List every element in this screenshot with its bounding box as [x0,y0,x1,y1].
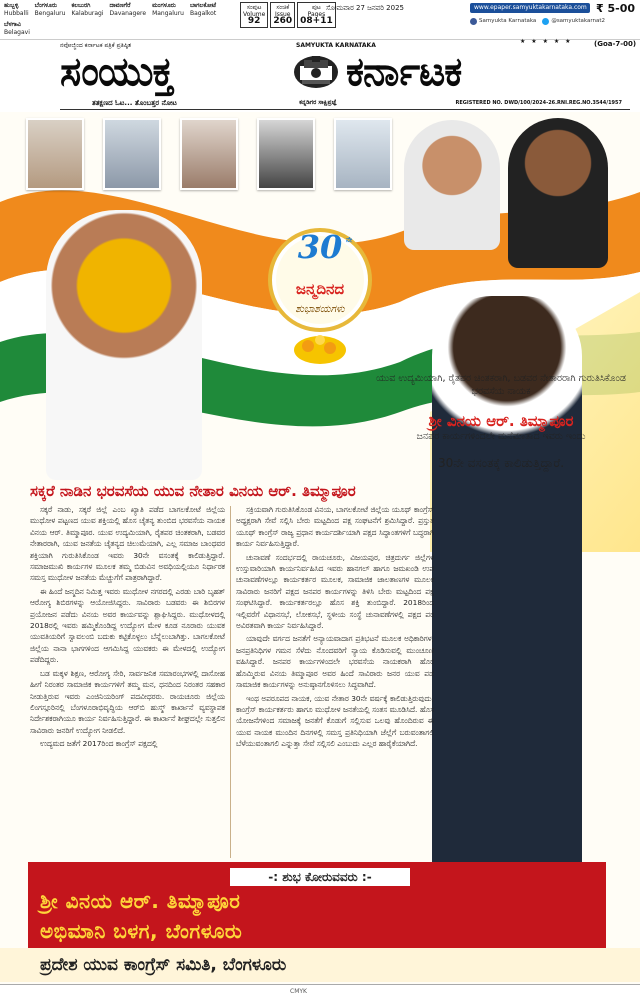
edition-list [4,2,236,38]
leader-photo-1 [26,118,84,190]
emblem-caption: ಕನ್ನಡಿಗರ ಸಾಕ್ಷಿಪ್ರಜ್ಞೆ [299,99,337,106]
column-divider [230,506,231,858]
top-tagline: ನವೋಜ್ಜಿಂದ ಕರ್ನಾಟಕ ಪತ್ರಿಕೆ ಪ್ರತಿಷ್ಠಿತ [60,42,132,49]
issue-box: ಸಂಚಿಕೆ Issue 260 [270,2,295,28]
registration-number: REGISTERED NO. DWD/100/2024-26.RNI.REG.NO.3544/1957 [455,100,622,106]
cmyk-mark: CMYK [290,988,307,995]
article-headline: ಸಕ್ಕರೆ ನಾಡಿನ ಭರವಸೆಯ ಯುವ ನೇತಾರ ವಿನಯ ಆರ್. ತಿಮ್ಮಾಪೂರ [30,482,356,500]
edition-item: ಬೆಳಗಾವಿ Belagavi [4,20,30,36]
facebook-link[interactable]: Samyukta Karnataka [470,16,536,26]
article-column-2 [236,504,434,862]
leader-photo-large-right [508,118,608,268]
paragraph: ಸಕ್ಕರೆ ನಾಡು, ಸಕ್ಕರೆ ಜಿಲ್ಲೆ ಎಂಬ ಖ್ಯಾತಿ ಪಡೆದ ಬಾಗಲಕೋಟೆ ಜಿಲ್ಲೆಯ ಮುಧೋಳ ಪಟ್ಟಣದ ಯುವ ಶಕ್ತಿಯಲ್ಲಿ ಹೊಸ ಚೈತನ್ಯ ತುಂಬಿದ ಭರವಸೆಯ ನಾಯಕ ವಿನಯ ಆರ್. ತಿಮ್ಮಾಪೂರ. ಯುವ ಉದ್ಯಮಿಯಾಗಿ, ರೈತಪರ ಚಿಂತಕರಾಗಿ, ಬಡವರ ನೇತಾರರಾಗಿ, ಯುವ ಜನತೆಯ ಚೈತನ್ಯದ ಚಿಲುಮೆಯಾಗಿ, ಎಲ್ಲ ಸಮಾಜ ಬಾಂಧವರ ಶಕ್ತಿಯಾಗಿ ಗುರುತಿಸಿಕೊಂಡ ಇವರು 30ನೇ ವಸಂತಕ್ಕೆ ಕಾಲಿಡುತ್ತಿದ್ದಾರೆ. ಸಮಾಜಮುಖಿ ಕಾರ್ಯಗಳ ಮೂಲಕ ತಮ್ಮ ಬಿಡುವಿನ ಅವಧಿಯಲ್ಲಿಯೂ ನಿರ್ಧಾರಕ ಸಮಸ್ತ ಮುಧೋಳ ಜನತೆಯ ಮೆಚ್ಚುಗೆಗೆ ಪಾತ್ರರಾಗಿದ್ದಾರೆ. [30,505,225,583]
greetings-label: -: ಶುಭ ಕೋರುವವರು :- [230,868,410,886]
issue-date: ಸೋಮವಾರ 27 ಜನವರಿ 2025 [326,4,404,12]
edition-code: (Goa-7-00) [594,40,637,48]
twitter-icon [542,18,549,25]
leader-photo-4 [257,118,315,190]
edition-item: ಮಂಗಳೂರು Mangaluru [152,2,184,17]
intro-text-3: 30ನೇ ವಸಂತಕ್ಕೆ ಕಾಲಿಡುತ್ತಿದ್ದಾರೆ. [437,456,565,470]
paragraph: ಸಕ್ರಿಯವಾಗಿ ಗುರುತಿಸಿಕೊಂಡ ವಿನಯ, ಬಾಗಲಕೋಟೆ ಜಿಲ್ಲೆಯ ಯೂಥ್ ಕಾಂಗ್ರೆಸ್ ಅಧ್ಯಕ್ಷರಾಗಿ ಸೇವೆ ಸಲ್ಲಿಸಿ ಬೇರು ಮಟ್ಟದಿಂದ ಪಕ್ಷ ಸಂಘಟನೆಗೆ ಶ್ರಮಿಸಿದ್ದಾರೆ. ಪ್ರಸ್ತುತ ಯೂಥ್ ಕಾಂಗ್ರೆಸ್ ರಾಜ್ಯ ಪ್ರಧಾನ ಕಾರ್ಯದರ್ಶಿಯಾಗಿ ಪಕ್ಷದ ಸಿದ್ಧಾಂತಗಳಿಗೆ ಬದ್ಧರಾಗಿ ಕಾರ್ಯ ನಿರ್ವಹಿಸುತ್ತಿದ್ದಾರೆ. [236,505,434,549]
masthead-slogan: ತತಕ್ಷಣದ ಓಟ... ತೊಂಬತ್ತರ ನೋಟ [92,99,177,107]
leader-photo-3 [180,118,238,190]
article-column-1 [30,504,225,862]
website-link[interactable]: www.epaper.samyuktakarnataka.com [470,3,590,13]
masthead-divider [60,109,630,110]
volume-issue-box [240,2,333,28]
edition-item: ಬೆಂಗಳೂರು Bengaluru [34,2,66,17]
intro-text: ಯುವ ಉದ್ಯಮಿಯಾಗಿ, ರೈತಪರ ಚಿಂತಕರಾಗಿ, ಬಡವರ ನೇತಾರರಾಗಿ ಗುರುತಿಸಿಕೊಂಡ ಭರವಸೆಯ ನಾಯಕ [376,373,626,397]
bottom-organization: ಪ್ರದೇಶ ಯುವ ಕಾಂಗ್ರೆಸ್ ಸಮಿತಿ, ಬೆಂಗಳೂರು [40,955,287,975]
birthday-subtitle: ಶುಭಾಶಯಗಳು [295,304,345,315]
stars-decoration: ★ ★ ★ ★ ★ [520,38,573,45]
birthday-number: 30 [297,228,343,266]
birthday-ordinal: ನೇ [346,236,353,244]
paragraph: ಉದ್ಯಮದ ಜತೆಗೆ 2017ರಿಂದ ಕಾಂಗ್ರೆಸ್ ಪಕ್ಷದಲ್ಲಿ [40,739,158,749]
leader-photo-5 [334,118,392,190]
edition-item: ಹುಬ್ಬಳ್ಳಿ Hubballi [4,2,29,17]
edition-item: ಕಲಬುರಗಿ Kalaburagi [71,2,104,17]
intro-text-2: ಜನಪರ ಕಾರ್ಯಗಳಿಂದಲೇ ಮನೆಮಾತಾದ ಇವರು ಇಂದು [416,431,586,442]
greeter-group: ಅಭಿಮಾನಿ ಬಳಗ, ಬೆಂಗಳೂರು [40,919,243,943]
masthead-title-right: ಕರ್ನಾಟಕ [346,48,462,95]
leader-photo-2 [103,118,161,190]
newspaper-emblem-icon [290,52,342,92]
masthead-title-left: ಸಂಯುಕ್ತ [60,48,173,95]
elder-leader-photo [46,210,202,480]
print-marks-strip [0,984,640,1002]
volume-box: ಸಂಪುಟ Volume 92 [240,2,268,28]
greeter-name: ಶ್ರೀ ವಿನಯ ಆರ್. ತಿಮ್ಮಾಪೂರ [40,889,241,913]
intro-name: ಶ್ರೀ ವಿನಯ ಆರ್. ತಿಮ್ಮಾಪೂರ [428,412,574,430]
facebook-icon [470,18,477,25]
paragraph: ಯಾವುದೇ ವರ್ಗದ ಜನತೆಗೆ ಅನ್ಯಾಯವಾದಾಗ ಪ್ರತಿಭಟನೆ ಮೂಲಕ ಅಧಿಕಾರಿಗಳ, ಜನಪ್ರತಿನಿಧಿಗಳ ಗಮನ ಸೆಳೆದು ನೊಂದವರಿಗೆ ನ್ಯಾಯ ಕೊಡಿಸುವಲ್ಲಿ ಮುಂಚೂಣಿ ವಹಿಸಿದ್ದಾರೆ. ಜನಪರ ಕಾರ್ಯಗಳಿಂದಲೇ ಭರವಸೆಯ ನಾಯಕರಾಗಿ ಹೊರ ಹೊಮ್ಮಿರುವ ವಿನಯ ತಿಮ್ಮಾಪೂರ ಅವರ ಹಿಂದೆ ಸಾವಿರಾರು ಜನರ ಯುವ ಪಡೆ ಸಾಮಾಜಿಕ ಕಾರ್ಯಗಳನ್ನು ಅನುಷ್ಠಾನಗೊಳಿಸಲು ಸಿದ್ಧವಾಗಿದೆ. [236,634,434,690]
social-links [470,16,630,26]
edition-item: ಬಾಗಲಕೋಟೆ Bagalkot [189,2,217,17]
paragraph: ಇಂಥ ಅಪರೂಪದ ನಾಯಕ, ಯುವ ನೇತಾರ 30ನೇ ವರ್ಷಕ್ಕೆ ಕಾಲಿಡುತ್ತಿರುವುದು, ಕಾಂಗ್ರೆಸ್ ಕಾರ್ಯಕರ್ತರು ಹಾಗೂ ಮುಧೋಳ ಜನತೆಯಲ್ಲಿ ಸಂತಸ ಮೂಡಿಸಿದೆ. ಹೊಸ ಯೋಜನೆಗಳಿಂದ ಸಮಾಜಕ್ಕೆ ಜನತೆಗೆ ಕೊಡುಗೆ ಸಲ್ಲಿಸುವ ಒಲವು ಹೊಂದಿರುವ ಈ ಯುವ ನಾಯಕ ಮುಂದಿನ ದಿನಗಳಲ್ಲಿ ಸಮಸ್ತ ಪ್ರತಿನಿಧಿಯಾಗಿ ಜೆಲ್ಲೆಗೆ ಬರುವಂತಾಗಲಿ ಬೆಳೆಯುವಂತಾಗಲಿ ಎನ್ನುತ್ತಾ ಸೇವೆ ಸಲ್ಲಿಸಲಿ ಎಂಬುದು ಎಲ್ಲರ ಹಾರೈಕೆಯಾಗಿದೆ. [236,693,434,749]
edition-item: ದಾವಣಗೆರೆ Davanagere [109,2,147,17]
price-label: ₹ 5-00 [596,2,636,15]
twitter-link[interactable]: @samyuktakarnat2 [542,16,605,26]
english-name: SAMYUKTA KARNATAKA [296,42,376,49]
paragraph: ಚುನಾವಣೆ ಸಂದರ್ಭದಲ್ಲಿ ರಾಯಚೂರು, ವಿಜಯಪುರ, ಚಿತ್ರದುರ್ಗ ಜಿಲ್ಲೆಗಳ ಉಸ್ತುವಾರಿಯಾಗಿ ಕಾರ್ಯನಿರ್ವಹಿಸಿದ ಇವರು ಹಾನಗಲ್ ಹಾಗೂ ಜಮಖಂಡಿ ಉಪ ಚುನಾವಣೆಗಳಲ್ಲೂ ಕಾರ್ಯಕರ್ತರ ಮೂಲಕ, ಸಾಮಾಜಿಕ ಜಾಲತಾಣಗಳ ಮೂಲಕ ಸಾವಿರಾರು ಜನರಿಗೆ ಪಕ್ಷದ ಜನಪರ ಕಾರ್ಯಗಳನ್ನು ತಿಳಿಸಿ ಬೇರು ಮಟ್ಟದಿಂದ ಪಕ್ಷ ಸಂಘಟಿಸಿದ್ದಾರೆ. ಕಾರ್ಯಕರ್ತರಲ್ಲೂ ಹೊಸ ಶಕ್ತಿ ತುಂಬಿದ್ದಾರೆ. 2018ರಿಂದ ಇಲ್ಲಿವರೆಗೆ ವಿಧಾನಸಭೆ, ಲೋಕಸಭೆ, ಸ್ಥಳೀಯ ಸಂಸ್ಥೆ ಚುನಾವಣೆಗಳಲ್ಲಿ ಪಕ್ಷದ ಪರ ಅವಿರತವಾಗಿ ಕಾರ್ಯ ನಿರ್ವಹಿಸಿದ್ದಾರೆ. [236,552,434,631]
birthday-title: ಜನ್ಮದಿನದ [295,280,345,298]
leader-photo-large-left [404,120,500,250]
paragraph: ಈ ಹಿಂದೆ ಜನ್ಮದಿನ ನಿಮಿತ್ತ ಇವರು ಮುಧೋಳ ನಗರದಲ್ಲಿ ಎರಡು ಬಾರಿ ಬೃಹತ್ ಆರೋಗ್ಯ ಶಿಬಿರಗಳನ್ನು ಆಯೋಜಿಸಿದ್ದರು. ಸಾವಿರಾರು ಬಡವರು ಈ ಶಿಬಿರಗಳ ಪ್ರಯೋಜನ ಪಡೆದು ವಿನಯ ಅವರ ಕಾರ್ಯವನ್ನು ಶ್ಲಾಘಿಸಿದ್ದರು. ಮುಧೋಳದಲ್ಲಿ 2018ರಲ್ಲಿ ಇವರು ಹಮ್ಮಿಕೊಂಡಿದ್ದ ಉದ್ಯೋಗ ಮೇಳ ಕೂಡ ನೂರಾರು ಯುವಕ ಯುವತಿಯರಿಗೆ ಸ್ವಾವಲಂಬಿ ಬದುಕು ಕಟ್ಟಿಕೊಳ್ಳಲು ಬೆನ್ನೆಲುಬಾಗಿತ್ತು. ಬಾಗಲಕೋಟೆ ಜಿಲ್ಲೆಯ ನಾನಾ ಭಾಗಗಳಿಂದ ಆಗಮಿಸಿದ್ದ ಯುವಕರು ಈ ಮೇಳದಲ್ಲಿ ಉದ್ಯೋಗ ಪಡೆದಿದ್ದರು. [30,586,225,665]
paragraph: ಬಡ ಮಕ್ಕಳ ಶಿಕ್ಷಣ, ಆರೋಗ್ಯ ಸೇರಿ, ಸಾರ್ವಜನಿಕ ಸಮಾರಂಭಗಳಲ್ಲಿ ದಾಸೋಹ ಹೀಗೆ ನಿರಂತರ ಸಾಮಾಜಿಕ ಕಾರ್ಯಗಳಿಗೆ ತಮ್ಮ ಮನ, ಧನದಿಂದ ನಿರಂತರ ಸಹಕಾರ ನೀಡುತ್ತಿರುವ ಇವರು ಎಂಜಿನಿಯರಿಂಗ್ ಪದವೀಧರರು. ರಾಯಚೂರು ಜಿಲ್ಲೆಯ ಲಿಂಗಸ್ಗೂರಿನಲ್ಲಿ ಬೆಂಗಳೂರಾಭಿವೃದ್ಧಿಯ ಆರ್‌ಬಿ ಹುಸ್ಮ್ ಕಾರ್ಖಾನೆ ವ್ಯವಸ್ಥಾಪಕ ನಿರ್ದೇಶಕರಾಗಿಯೂ ಕಾರ್ಯ ನಿರ್ವಹಿಸುತ್ತಿದ್ದಾರೆ. ಈ ಕಾರ್ಖಾನೆ ಶೀಘ್ರದಲ್ಲೇ ಸುತ್ತಲಿನ ಸಾವಿರಾರು ಜನರಿಗೆ ಉದ್ಯೋಗ ನೀಡಲಿದೆ. [30,668,225,735]
pages-box: ಪುಟ Pages 08+11 [297,2,336,28]
